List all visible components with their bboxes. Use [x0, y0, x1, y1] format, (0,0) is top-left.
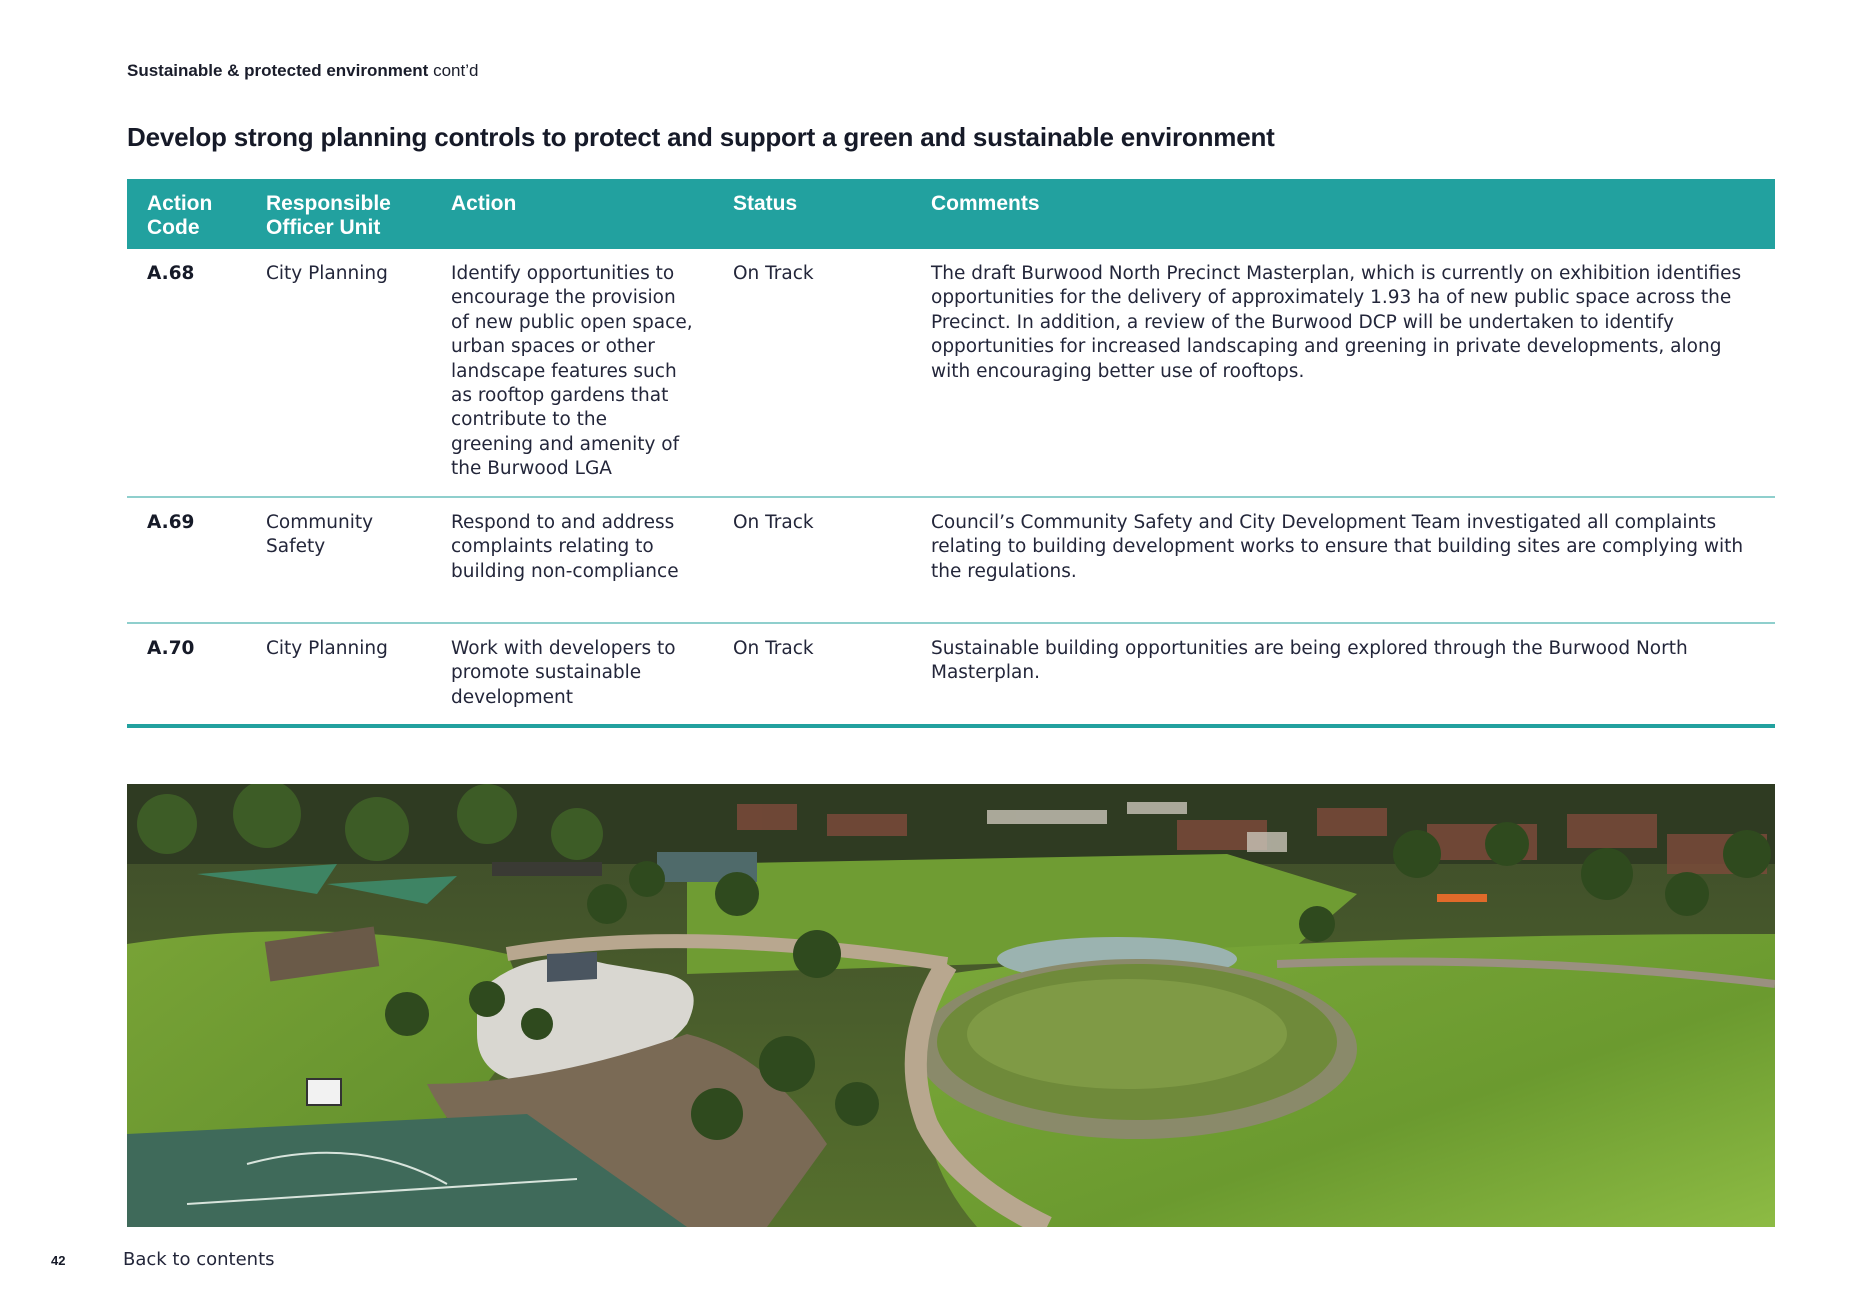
status-cell: On Track — [713, 497, 911, 623]
action-cell: Respond to and address complaints relating to building non-compliance — [431, 497, 713, 623]
table-row — [127, 497, 1775, 623]
section-label-bold: Sustainable & protected environment — [127, 61, 429, 80]
action-code-cell: A.70 — [127, 623, 246, 726]
action-cell: Work with developers to promote sustainable development — [431, 623, 713, 726]
comments-cell: Sustainable building opportunities are being explored through the Burwood North Masterplan. — [911, 623, 1775, 726]
status-cell: On Track — [713, 249, 911, 497]
responsible-unit-cell: City Planning — [246, 623, 431, 726]
section-label — [127, 61, 478, 81]
column-header-responsible-unit: Responsible Officer Unit — [246, 179, 431, 249]
action-code-cell: A.69 — [127, 497, 246, 623]
table-header-row — [127, 179, 1775, 249]
column-header-action-code: Action Code — [127, 179, 246, 249]
table-row — [127, 249, 1775, 497]
responsible-unit-cell: Community Safety — [246, 497, 431, 623]
column-header-status: Status — [713, 179, 911, 249]
status-cell: On Track — [713, 623, 911, 726]
responsible-unit-cell: City Planning — [246, 249, 431, 497]
section-label-suffix: cont’d — [433, 61, 479, 80]
actions-table — [127, 179, 1775, 728]
back-to-contents-link[interactable]: Back to contents — [123, 1249, 275, 1270]
comments-cell: The draft Burwood North Precinct Masterplan, which is currently on exhibition identifies opportunities for the delivery of approximately 1.93 ha of new public space across the Precinct. In addition, a review of the Burwood DCP will be undertaken to identify opportunities for increased landscaping and greening in private developments, along with encouraging better use of rooftops. — [911, 249, 1775, 497]
page-number: 42 — [51, 1253, 66, 1268]
action-cell: Identify opportunities to encourage the provision of new public open space, urban spaces or other landscape features such as rooftop gardens that contribute to the greening and amenity of the Burwood LGA — [431, 249, 713, 497]
park-aerial-photo — [127, 784, 1775, 1227]
column-header-action: Action — [431, 179, 713, 249]
column-header-comments: Comments — [911, 179, 1775, 249]
comments-cell: Council’s Community Safety and City Development Team investigated all complaints relating to building development works to ensure that building sites are complying with the regulations. — [911, 497, 1775, 623]
action-code-cell: A.68 — [127, 249, 246, 497]
table-row — [127, 623, 1775, 726]
page-title: Develop strong planning controls to protect and support a green and sustainable environment — [127, 122, 1275, 152]
